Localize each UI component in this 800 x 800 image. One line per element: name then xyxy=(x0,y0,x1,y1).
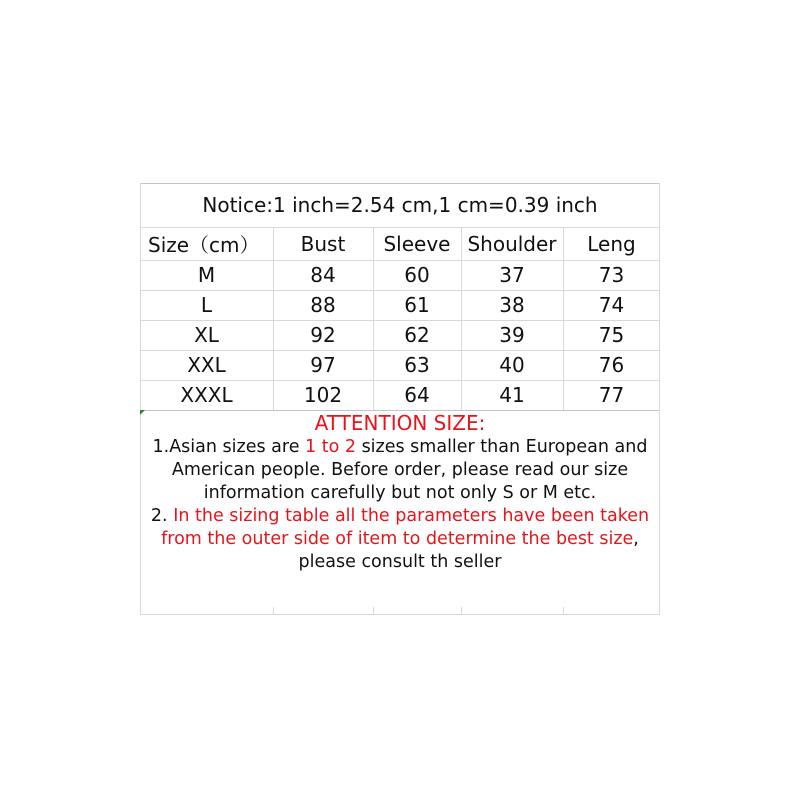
table-cell-size: L xyxy=(200,293,213,317)
grid-line xyxy=(140,614,660,615)
grid-line xyxy=(373,607,374,615)
header-sleeve: Sleeve xyxy=(383,231,451,256)
attention-text: 1.Asian sizes are xyxy=(152,437,306,457)
attention-point-1 xyxy=(140,436,660,505)
table-cell-length: 77 xyxy=(598,383,625,407)
table-cell-length: 76 xyxy=(598,353,625,377)
grid-line xyxy=(461,607,462,615)
attention-title: ATTENTION SIZE: xyxy=(314,411,486,435)
attention-text: 2. xyxy=(150,506,174,526)
grid-line xyxy=(273,607,274,615)
table-cell-size: XXL xyxy=(187,353,226,377)
table-cell-shoulder: 37 xyxy=(499,263,525,287)
attention-highlight: In the sizing table all the parameters have been taken from the outer side of item to determine the best size xyxy=(161,506,650,549)
header-bust: Bust xyxy=(300,231,346,256)
header-size: Size（cm） xyxy=(148,233,260,257)
attention-point-2 xyxy=(140,505,660,574)
table-cell-bust: 84 xyxy=(310,263,336,287)
table-cell-length: 75 xyxy=(598,323,625,347)
table-cell-length: 74 xyxy=(598,293,625,317)
size-chart-sheet xyxy=(140,183,660,615)
table-cell-sleeve: 63 xyxy=(404,353,430,377)
attention-text: sizes smaller than European and American people. Before order, please read our size information carefully but not only S or M etc. xyxy=(171,437,648,503)
conversion-notice: Notice:1 inch=2.54 cm,1 cm=0.39 inch xyxy=(202,193,598,217)
table-cell-sleeve: 64 xyxy=(404,383,430,407)
table-cell-shoulder: 38 xyxy=(499,293,525,317)
table-cell-bust: 92 xyxy=(310,323,336,347)
attention-text: , please consult th seller xyxy=(298,529,639,572)
attention-highlight: 1 to 2 xyxy=(305,437,356,457)
table-cell-bust: 88 xyxy=(310,293,336,317)
table-cell-sleeve: 60 xyxy=(404,263,430,287)
table-cell-shoulder: 40 xyxy=(499,353,525,377)
table-cell-sleeve: 62 xyxy=(404,323,430,347)
table-cell-size: XXXL xyxy=(180,383,233,407)
table-cell-shoulder: 39 xyxy=(499,323,525,347)
header-shoulder: Shoulder xyxy=(467,231,557,256)
table-cell-length: 73 xyxy=(598,263,625,287)
grid-line xyxy=(563,607,564,615)
table-cell-shoulder: 41 xyxy=(499,383,525,407)
table-cell-size: XL xyxy=(194,323,219,347)
table-cell-sleeve: 61 xyxy=(404,293,430,317)
table-cell-bust: 102 xyxy=(303,383,343,407)
header-length: Leng xyxy=(587,231,636,256)
table-cell-bust: 97 xyxy=(310,353,336,377)
attention-note xyxy=(140,410,660,574)
table-cell-size: M xyxy=(197,263,216,287)
